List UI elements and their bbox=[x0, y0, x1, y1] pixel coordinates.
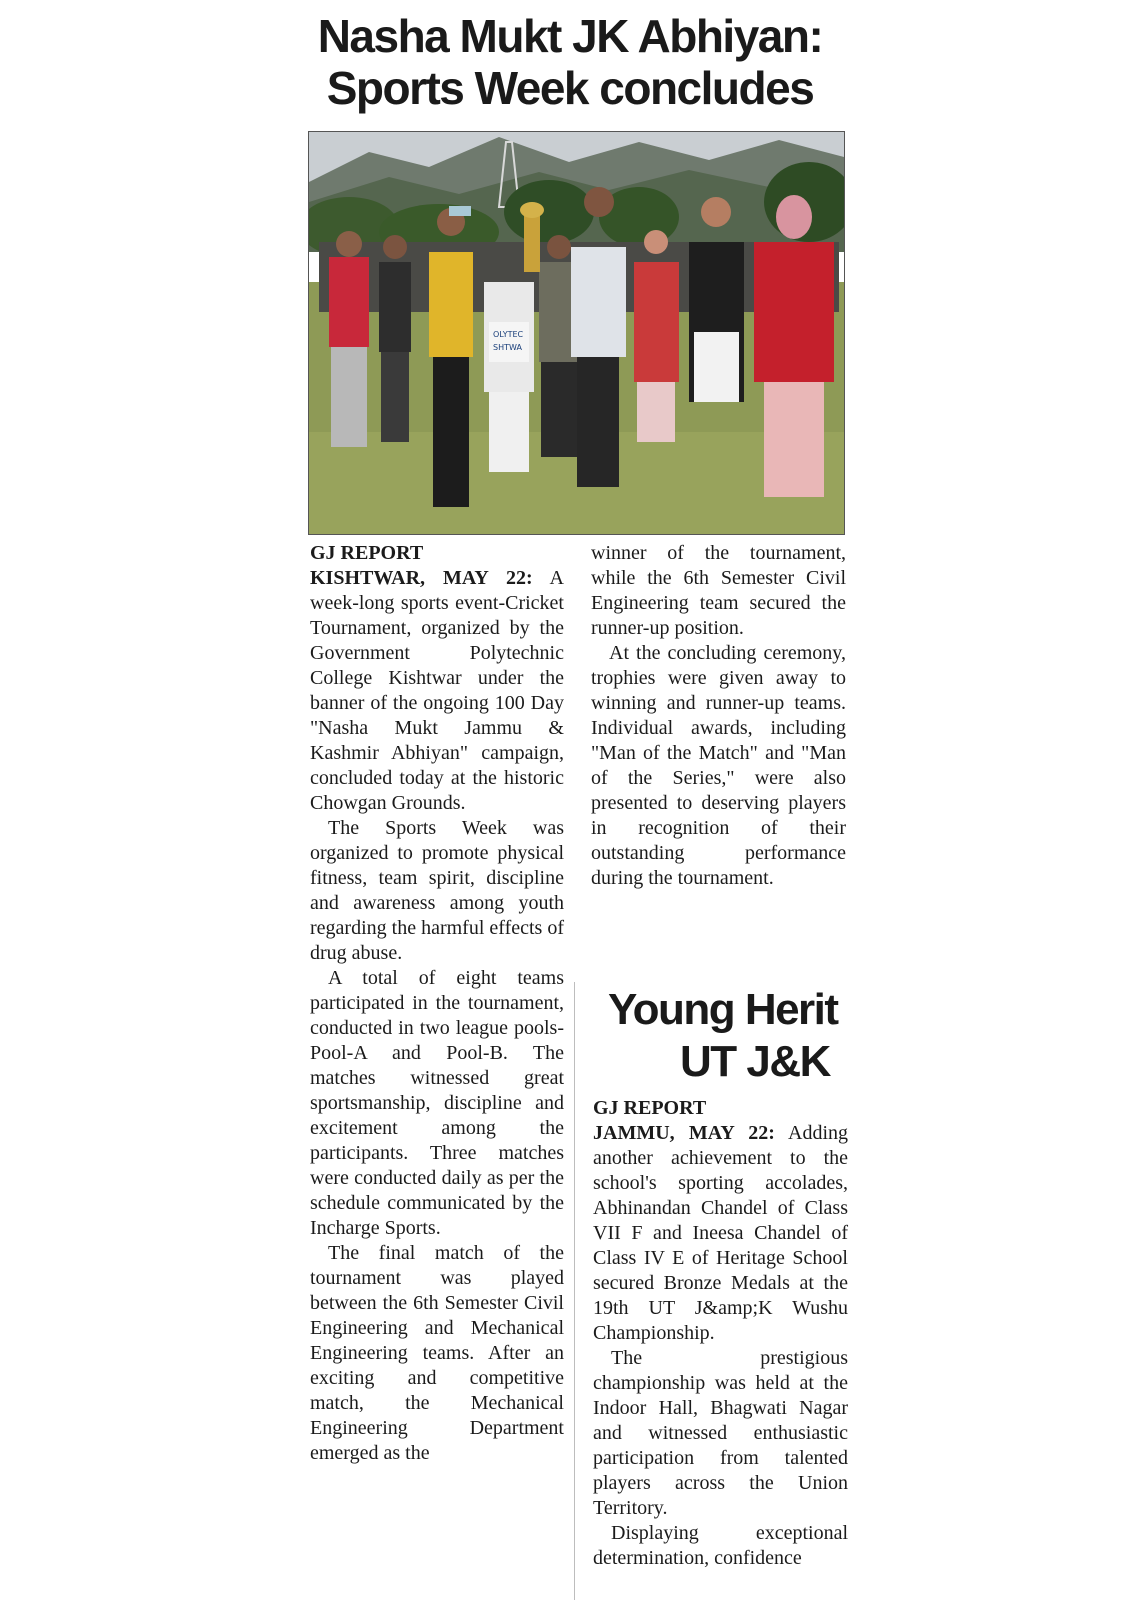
article2-byline: GJ REPORT bbox=[593, 1097, 707, 1119]
column-divider bbox=[574, 982, 575, 1600]
article2-dateline: JAMMU, MAY 22: bbox=[593, 1122, 775, 1144]
article1-para-4-text: The final match of the tournament was played between the 6th Semester Civil Engineering and Mechanical Engineering teams. After an exciting and competitive match, the Mechanical Engineering Department emerged as the bbox=[310, 1242, 564, 1464]
headline-line-1: Nasha Mukt JK Abhiyan: bbox=[317, 10, 823, 62]
article1-para-1 bbox=[310, 566, 564, 816]
article1-column-1 bbox=[310, 541, 564, 1466]
article2-para-1 bbox=[593, 1121, 848, 1346]
article1-para-5: At the concluding ceremony, trophies were given away to winning and runner-up teams. Individual awards, including "Man of the Match" and "Man of the Series," were also presented to deserving players in recognition of their outstanding performance during the tournament. bbox=[591, 642, 846, 889]
article2-headline bbox=[600, 984, 860, 1088]
article1-dateline: KISHTWAR, MAY 22: bbox=[310, 567, 533, 589]
article2-para-1-text: Adding another achievement to the school's sporting accolades, Abhinandan Chandel of Class VII F and Ineesa Chandel of Class IV E of Heritage School secured Bronze Medals at the 19th UT J&amp;K Wushu Championship. bbox=[593, 1122, 848, 1344]
article1-para-4-continued: winner of the tournament, while the 6th Semester Civil Engineering team secured the runner-up position. bbox=[591, 542, 846, 639]
article1-para-1-text: A week-long sports event-Cricket Tournament, organized by the Government Polytechnic College Kishtwar under the banner of the ongoing 100 Day "Nasha Mukt Jammu & Kashmir Abhiyan" campaign, concluded today at the historic Chowgan Grounds. bbox=[310, 567, 564, 814]
headline-line-2: Sports Week concludes bbox=[326, 62, 814, 114]
banner-text-1: OLYTEC bbox=[493, 330, 524, 339]
article1-para-4 bbox=[310, 1241, 564, 1466]
article2-headline-line-2: UT J&K bbox=[680, 1037, 830, 1086]
article1-para-3: A total of eight teams participated in the tournament, conducted in two league pools- Pool-A and Pool-B. The matches witnessed great sportsmanship, discipline and excitement among the participants. Three matches were conducted daily as per the schedule communicated by the Incharge Sports. bbox=[310, 967, 564, 1239]
article1-column-2 bbox=[591, 541, 846, 891]
article1-byline: GJ REPORT bbox=[310, 542, 424, 564]
article2-column bbox=[593, 1096, 848, 1571]
article2-headline-line-1: Young Herit bbox=[608, 985, 838, 1034]
news-photo bbox=[308, 131, 845, 535]
article2-para-3: Displaying exceptional determination, confidence bbox=[593, 1522, 848, 1569]
main-headline bbox=[240, 10, 900, 114]
article1-para-2: The Sports Week was organized to promote physical fitness, team spirit, discipline and awareness among youth regarding the harmful effects of drug abuse. bbox=[310, 817, 564, 964]
article2-para-2: The prestigious championship was held at the Indoor Hall, Bhagwati Nagar and witnessed enthusiastic participation from talented players across the Union Territory. bbox=[593, 1347, 848, 1519]
banner-text-2: SHTWA bbox=[493, 343, 522, 352]
